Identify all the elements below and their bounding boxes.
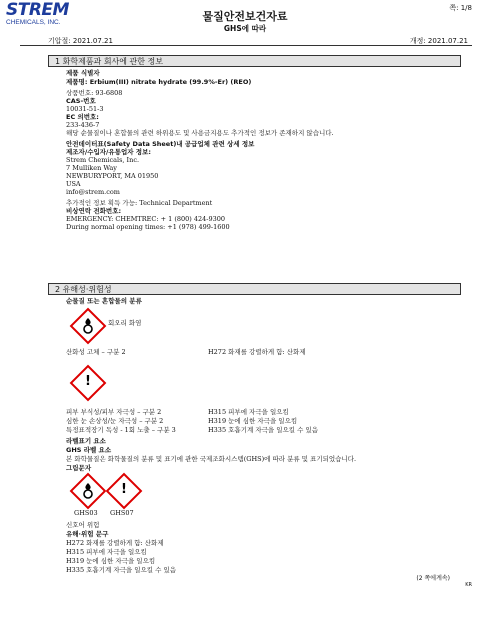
ghs03-oxidizer-icon xyxy=(72,475,104,507)
document-subtitle: GHS에 따라 xyxy=(223,24,267,33)
hazard-statement-line: H319 눈에 심한 자극을 일으킴 xyxy=(66,557,156,565)
hazard-class-stot: 특정표적장기 독성 - 1회 노출 – 구분 3 xyxy=(66,426,176,434)
hazard-statement-h335: H335 호흡기계 자극을 일으킬 수 있음 xyxy=(208,426,319,434)
section-1-line: EMERGENCY: CHEMTREC: + 1 (800) 424-9300 xyxy=(66,215,226,223)
section-1-line: 해당 순물질이나 혼합물의 관련 하위용도 및 사용금지용도 추가적인 정보가 존재하지 않습니다. xyxy=(66,129,334,137)
section-1-line: 제품 식별자 xyxy=(66,69,100,77)
section-1-line: 추가적인 정보 획득 가능: Technical Department xyxy=(66,199,213,207)
ghs-label-title: GHS 라벨 요소 xyxy=(66,446,112,454)
signal-word: 신호어 위험 xyxy=(66,521,100,529)
section-1-line: Strem Chemicals, Inc. xyxy=(66,156,140,164)
header-divider xyxy=(20,45,472,46)
hazard-statement-h272: H272 화재를 강렬하게 함: 산화제 xyxy=(208,348,306,356)
hazard-class-eye: 심한 눈 손상성/눈 자극성 – 구분 2 xyxy=(66,417,164,425)
ghs07-exclamation-icon: ! xyxy=(108,475,140,507)
ghs-classification-text: 본 화학물질은 화학물질의 분류 및 표기에 관한 국제조화시스템(GHS)에 따라 분류 및 표기되었습니다. xyxy=(66,455,357,463)
section-1-line: 233-436-7 xyxy=(66,121,100,129)
continued-note: (2 쪽에계속) xyxy=(416,575,450,582)
hazard-statements-title: 유해·위험 문구 xyxy=(66,530,109,538)
section-1-line: 제조자/수입자/유통업자 정보: xyxy=(66,148,151,156)
logo-wordmark: STREM xyxy=(6,0,69,20)
hazard-class-skin: 피부 부식성/피부 자극성 – 구분 2 xyxy=(66,408,162,416)
section-1-line: NEWBURYPORT, MA 01950 xyxy=(66,172,159,180)
section-1-line: info@strem.com xyxy=(66,188,120,196)
hazard-statement-line: H315 피부에 자극을 일으킴 xyxy=(66,548,147,556)
flame-over-circle-icon xyxy=(72,310,104,342)
hazard-statement-h315: H315 피부에 자극을 일으킴 xyxy=(208,408,289,416)
section-1-line: 10031-51-3 xyxy=(66,105,104,113)
document-title: 물질안전보건자료 xyxy=(202,10,288,23)
hazard-class-oxidizer: 산화성 고체 – 구분 2 xyxy=(66,348,126,356)
section-1-line: 비상연락 전화번호: xyxy=(66,207,122,215)
page-number: 쪽: 1/8 xyxy=(449,4,472,12)
hazard-statement-h319: H319 눈에 심한 자극을 일으킴 xyxy=(208,417,298,425)
section-1-line: 제품명: Erbium(III) nitrate hydrate (99.9%-Er) (REO) xyxy=(66,78,252,86)
classification-title: 순물질 또는 혼합물의 분류 xyxy=(66,297,142,305)
section-1-line: EC 의번호: xyxy=(66,113,99,121)
section-2-body xyxy=(48,297,461,577)
section-1-line: During normal opening times: +1 (978) 499-1600 xyxy=(66,223,230,231)
section-1-line: 7 Mulliken Way xyxy=(66,164,117,172)
label-elements-title: 라벨표기 요소 xyxy=(66,437,106,445)
pictogram-code-ghs07: GHS07 xyxy=(110,509,134,517)
hazard-statement-line: H335 호흡기계 자극을 일으킬 수 있음 xyxy=(66,566,177,574)
language-code: KR xyxy=(465,582,472,588)
section-1-line: 상품번호: 93-6808 xyxy=(66,89,123,97)
section-1-line: 안전데이터표(Safety Data Sheet)내 공급업체 관련 상세 정보 xyxy=(66,140,255,148)
logo-subtitle: CHEMICALS, INC. xyxy=(6,19,61,26)
print-date: 기압절: 2021.07.21 xyxy=(48,37,113,45)
section-2-heading: 2 유해성·위험성 xyxy=(48,283,461,295)
pictograms-title: 그림문자 xyxy=(66,464,92,472)
flame-caption: 회오리 화염 xyxy=(108,319,142,327)
hazard-statement-line: H272 화재를 강렬하게 함: 산화제 xyxy=(66,539,164,547)
section-1-body xyxy=(48,69,461,269)
section-1-line: USA xyxy=(66,180,81,188)
pictogram-code-ghs03: GHS03 xyxy=(74,509,98,517)
section-1-heading: 1 화학제품과 회사에 관한 정보 xyxy=(48,55,461,67)
revision-date: 개정: 2021.07.21 xyxy=(409,37,468,45)
exclamation-mark-icon: ! xyxy=(72,367,104,399)
section-1-line: CAS-번호 xyxy=(66,97,96,105)
